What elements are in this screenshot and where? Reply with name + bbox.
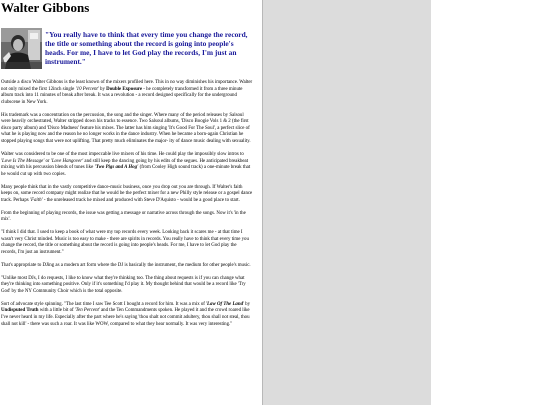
text-run: by bbox=[98, 86, 107, 92]
page-margin bbox=[431, 0, 540, 405]
article-body bbox=[1, 80, 253, 334]
article-paragraph bbox=[1, 263, 253, 270]
text-run: That's appropriate to DJing as a modern art form where the DJ is basically the instrument, the medium for other people's music. bbox=[1, 262, 251, 268]
text-run: Double Exposure bbox=[106, 86, 143, 92]
text-run: and still keep the dancing going by his edits of the segues. He anticipated breakbeat mixing with his percussion blends of tunes like bbox=[1, 158, 249, 171]
text-run: Undisputed Truth bbox=[1, 308, 39, 314]
text-run: Law Of The Land bbox=[207, 301, 244, 307]
article-paragraph bbox=[1, 152, 253, 178]
text-run: Ten Percent bbox=[75, 308, 99, 314]
text-run: or bbox=[44, 158, 51, 164]
text-run: with a little bit of ' bbox=[38, 308, 76, 314]
text-run: Outside a disco Walter Gibbons is the least known of the mixers profiled here. This in no way diminishes his importance. Walter not only mixed the first 12inch single bbox=[1, 80, 253, 92]
text-run: '10 Percent' bbox=[75, 86, 99, 92]
article-paragraph bbox=[1, 276, 253, 296]
text-run: ' and the Ten Commandments spoken. He played it and the crowd roared like I've never heard in my life. Especially after the part where he's saying 'thou shalt not commit adultery, thou shall not steal, thou shall not kill' - there was such a roar. It was like WOW, compared to what they hear normally. It was very interesting." bbox=[1, 308, 250, 327]
text-run: From the beginning of playing records, the issue was getting a message or narrative across through the songs. Now it's 'in the mix'. bbox=[1, 210, 246, 223]
text-run: "Unlike most DJs, I do requests, I like to know what they're thinking too. The thing about requests is if you can change what they're thinking into something positive. Only if it's something I'd play it. My thought behind that would be a record like 'Try God' by the NY Community Choir which is the total opposite. bbox=[1, 275, 246, 294]
text-run: Sort of advocate style spinning. "The last time I saw Tee Scott I bought a record for him. It was a mix of ' bbox=[1, 301, 208, 307]
article-paragraph bbox=[1, 211, 253, 224]
text-run: 'Love Is The Message' bbox=[1, 158, 45, 164]
pull-quote: "You really have to think that every time you change the record, the title or something about the record is going into people's heads. For me, I have to let God play the records, I'm just an instrument." bbox=[45, 30, 248, 66]
article-column bbox=[0, 0, 262, 405]
text-run: ' by bbox=[243, 301, 251, 307]
text-run: "I think I did that. I used to keep a book of what were my top records every week. Looking back it scares me - at that time I wasn't very Christ minded. Music is too easy to make - there are spirits in records. You really have to think that every time you change the record, the title or something about the record is going into people's heads. For me, I have to let God play the records, I'm just an instrument." bbox=[1, 230, 249, 255]
page-title: Walter Gibbons bbox=[1, 0, 90, 15]
text-run: - he completely transformed it from a three minute album track into 11 minutes of break after break. It was a revolution - a record designed specifically for the underground clubscene in New York. bbox=[1, 86, 243, 105]
text-run: 'Love Hangover' bbox=[50, 158, 84, 164]
article-paragraph bbox=[1, 302, 253, 328]
text-run: (from Cooley High sound track) a one-minute break that he would cut up with two copies. bbox=[1, 165, 251, 177]
text-run: 'Two Pigs and A Hog' bbox=[94, 165, 139, 171]
article-paragraph bbox=[1, 113, 253, 146]
text-run: 'Faith' bbox=[29, 197, 43, 203]
article-paragraph bbox=[1, 80, 253, 106]
article-paragraph bbox=[1, 185, 253, 205]
text-run: His trademark was a concentration on the percussion, the song and the singer. Where many of the period releases by Salsoul were heavily orchestrated, Walter stripped down his tracks to essence. Two Salsoul albums, 'Disco Boogie Vols 1 & 2 (the first disco party album) and 'Disco Madness' feature his mixes. The latter has him singing 'It's Good For The Soul', a perfect slice of what he is playing now and the reason he no longer works in the dance industry. When he became a born-again Christian he stopped playing songs that were not uplifting. That pretty much eliminates the major- ity of dance music dealing with sexuality. bbox=[1, 112, 251, 145]
sidebar-panel bbox=[263, 0, 431, 405]
text-run: Many people think that in the vastly competitive dance-music business, once you drop out you are through. If Walter's faith keeps on, some record company might realize that he would be the perfect mixer for a new Philly style release or a gospel dance track. Perhaps bbox=[1, 184, 253, 203]
article-paragraph bbox=[1, 230, 253, 256]
text-run: Walter was considered to be one of the most impeccable live mixers of his time. He could play the impossibly slow intros to bbox=[1, 151, 244, 157]
text-run: - the unreleased track he mixed and produced with Steve D'Aquisto - would be a good place to start. bbox=[42, 197, 240, 203]
walter-gibbons-photo bbox=[1, 28, 42, 69]
